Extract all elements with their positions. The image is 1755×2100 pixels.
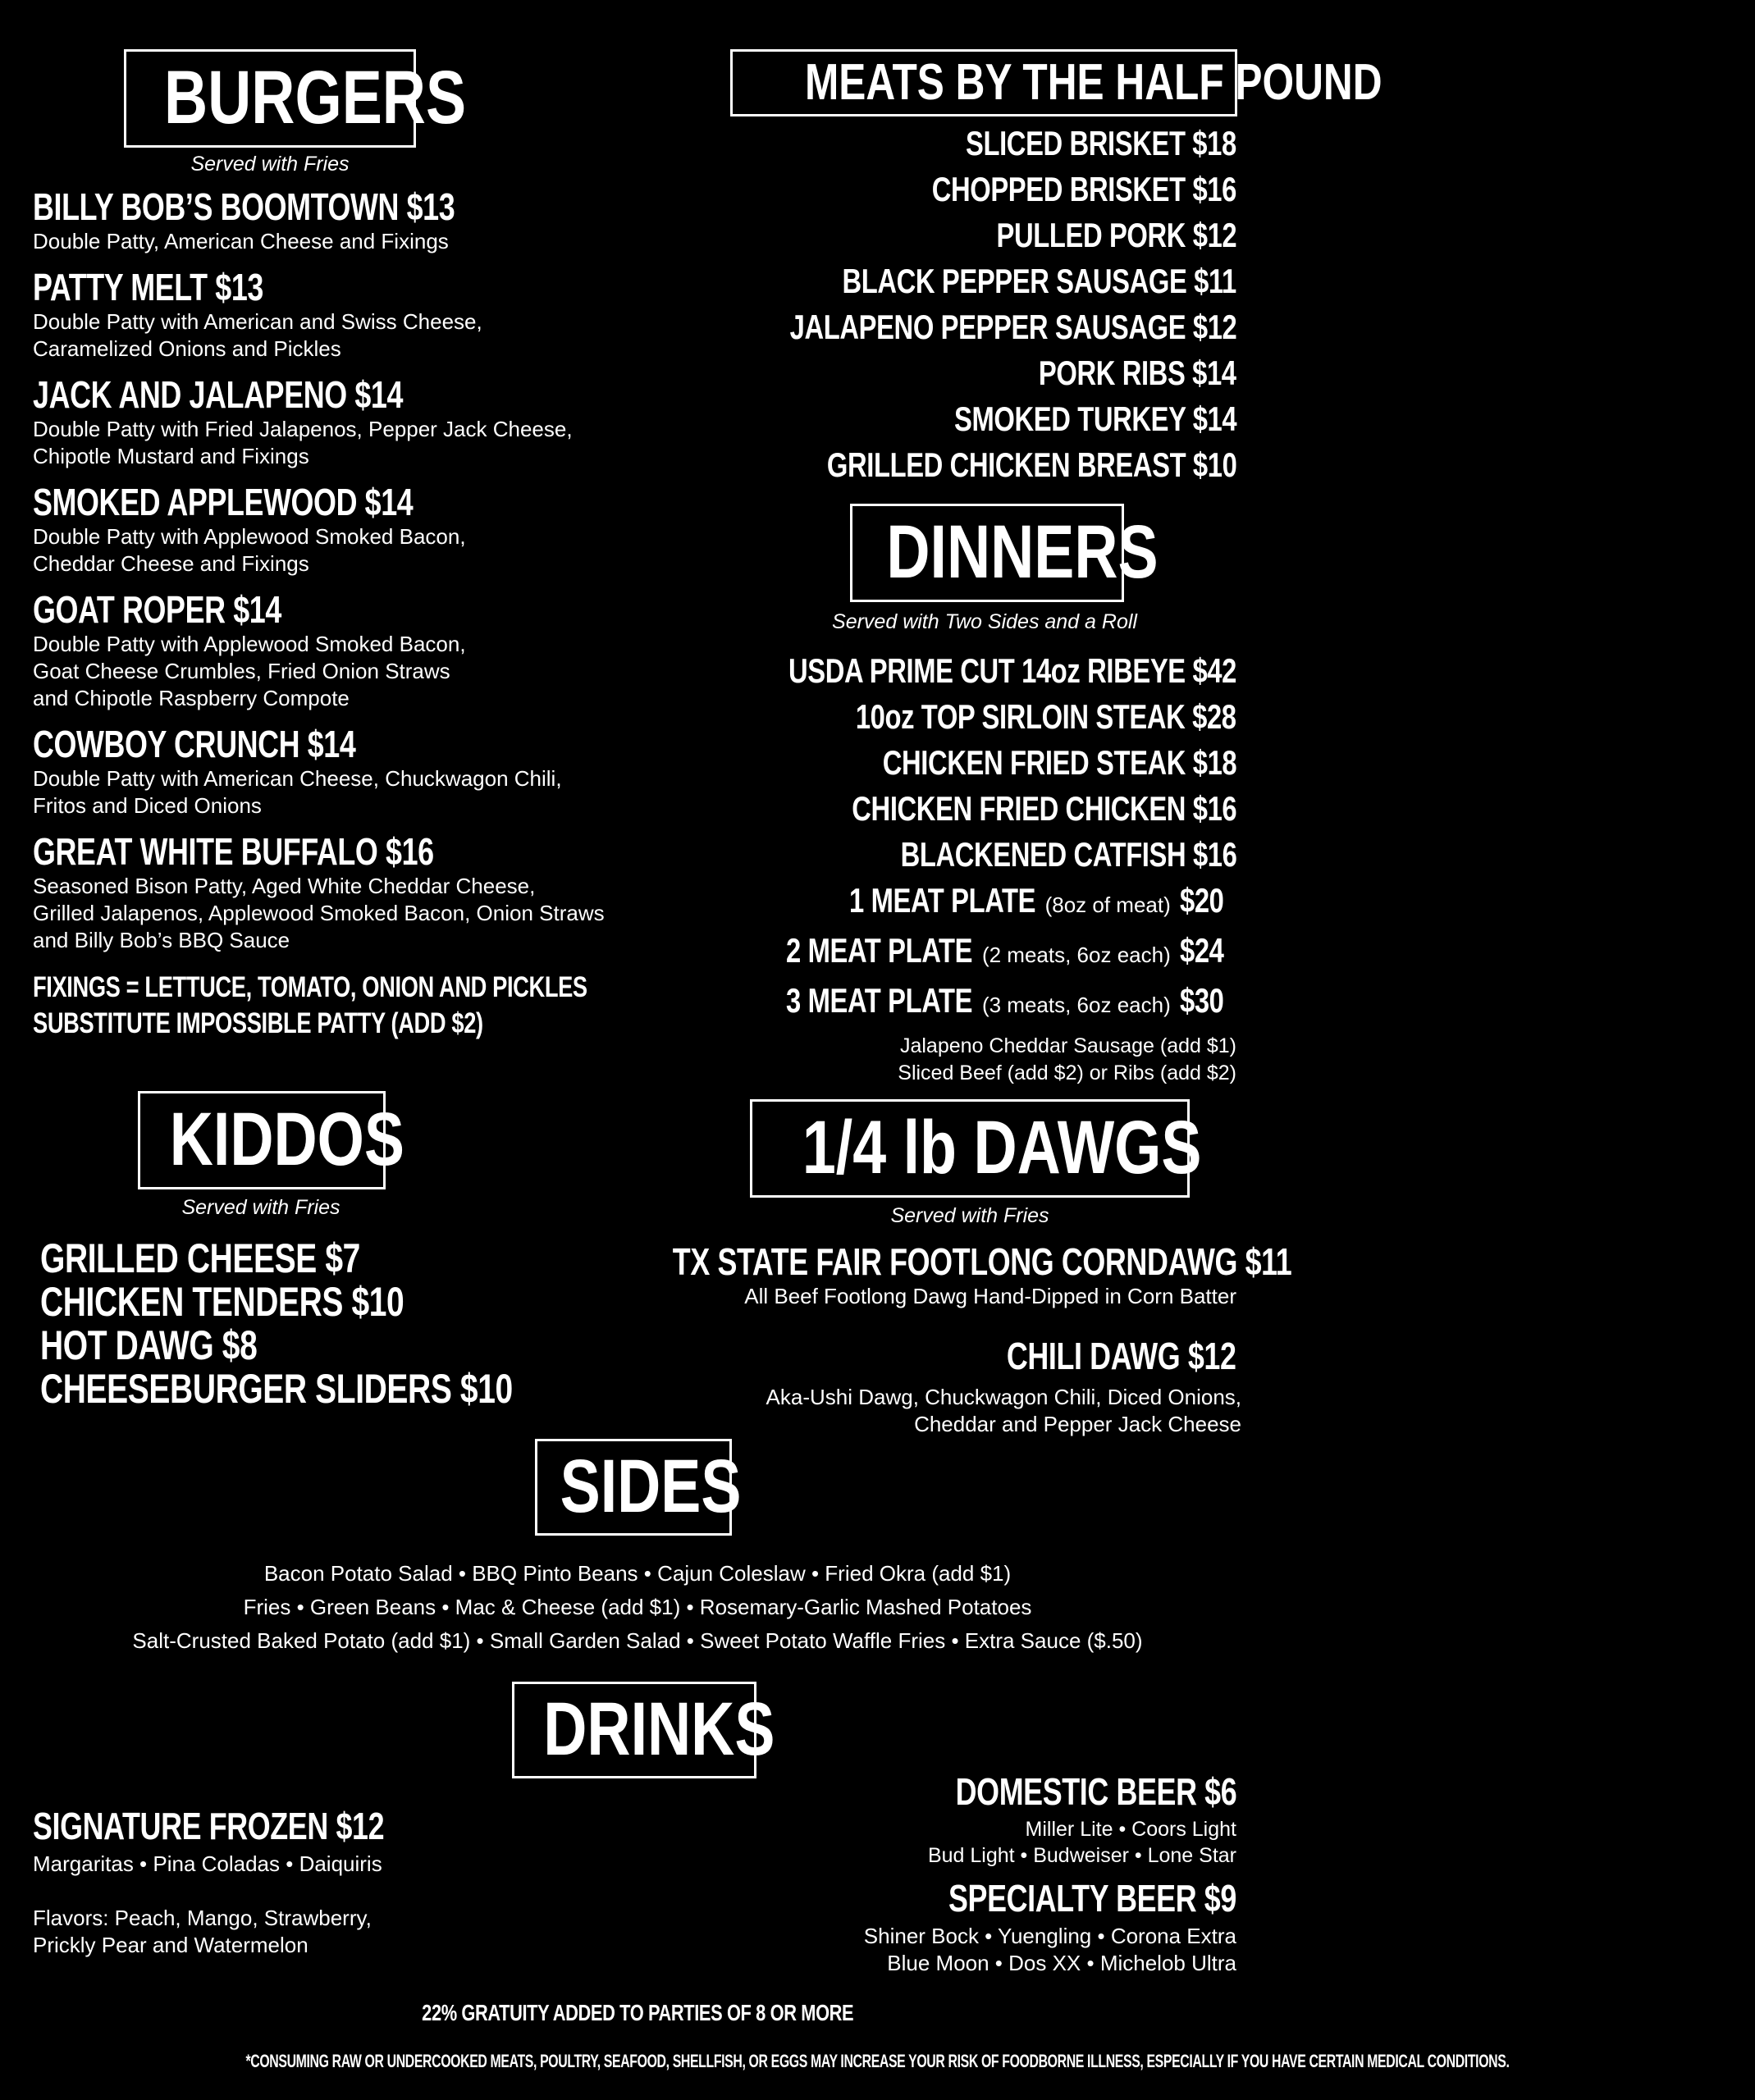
- item-name: SMOKED APPLEWOOD $14: [33, 481, 414, 523]
- item-desc: Fritos and Diced Onions: [33, 793, 262, 818]
- domestic-beer-line: Bud Light • Budweiser • Lone Star: [927, 1844, 1236, 1867]
- gratuity-note: 22% GRATUITY ADDED TO PARTIES OF 8 OR MORE: [421, 2000, 854, 2025]
- meat-item: SLICED BRISKET $18: [966, 124, 1236, 162]
- meats-heading: MEATS BY THE HALF POUND: [730, 49, 1237, 116]
- frozen-flavors: Prickly Pear and Watermelon: [33, 1933, 308, 1957]
- item-desc: Seasoned Bison Patty, Aged White Cheddar Cheese,: [33, 874, 536, 898]
- item-desc: Double Patty with Fried Jalapenos, Pepper Jack Cheese,: [33, 417, 573, 441]
- impossible-note: SUBSTITUTE IMPOSSIBLE PATTY (ADD $2): [33, 1007, 483, 1039]
- frozen-name: SIGNATURE FROZEN $12: [33, 1805, 385, 1847]
- item-desc: Chipotle Mustard and Fixings: [33, 444, 309, 468]
- kiddo-item: GRILLED CHEESE $7: [40, 1235, 360, 1281]
- plate-detail: (3 meats, 6oz each): [981, 993, 1171, 1017]
- meat-item: BLACK PEPPER SAUSAGE $11: [842, 262, 1236, 300]
- plate-name: 1 MEAT PLATE: [848, 881, 1035, 920]
- frozen-drinks: [33, 1805, 607, 1959]
- kiddo-item: CHEESEBURGER SLIDERS $10: [40, 1366, 513, 1412]
- item-desc: Cheddar and Pepper Jack Cheese: [914, 1412, 1241, 1436]
- dawgs-heading: 1/4 lb DAWGS: [750, 1099, 1190, 1198]
- kiddo-item: HOT DAWG $8: [40, 1322, 258, 1368]
- frozen-flavors: Flavors: Peach, Mango, Strawberry,: [33, 1906, 372, 1930]
- item-name: COWBOY CRUNCH $14: [33, 723, 356, 765]
- burgers-subtitle: Served with Fries: [190, 153, 350, 176]
- specialty-beer-line: Shiner Bock • Yuengling • Corona Extra: [863, 1924, 1236, 1948]
- plate-price: $24: [1180, 931, 1224, 970]
- item-desc: and Chipotle Raspberry Compote: [33, 686, 350, 710]
- food-safety-warning: *CONSUMING RAW OR UNDERCOOKED MEATS, POULTRY, SEAFOOD, SHELLFISH, OR EGGS MAY INCREASE YOUR RISK OF FOODBORNE ILLNESS, ESPECIALLY IF YOU HAVE CERTAIN MEDICAL CONDITIONS.: [245, 2051, 1510, 2071]
- meat-plate-row: [580, 878, 1236, 928]
- menu-item: [498, 1240, 1292, 1335]
- dinner-addon: Jalapeno Cheddar Sausage (add $1): [899, 1034, 1236, 1057]
- item-name: TX STATE FAIR FOOTLONG CORNDAWG $11: [672, 1240, 1292, 1283]
- item-desc: Cheddar Cheese and Fixings: [33, 551, 309, 576]
- menu-item: [33, 481, 689, 588]
- item-desc: Goat Cheese Crumbles, Fried Onion Straws: [33, 659, 450, 683]
- item-desc: Aka-Ushi Dawg, Chuckwagon Chili, Diced Onions,: [766, 1385, 1241, 1409]
- sides-line: Bacon Potato Salad • BBQ Pinto Beans • Cajun Coleslaw • Fried Okra (add $1): [263, 1561, 1012, 1586]
- plate-name: 3 MEAT PLATE: [786, 981, 973, 1020]
- item-desc: Double Patty with Applewood Smoked Bacon,: [33, 524, 466, 549]
- menu-item: [33, 373, 689, 481]
- plate-detail: (2 meats, 6oz each): [981, 943, 1171, 967]
- plate-detail: (8oz of meat): [1044, 892, 1171, 917]
- dawgs-list: [498, 1240, 1292, 1438]
- plate-name: 2 MEAT PLATE: [786, 931, 973, 970]
- frozen-types: Margaritas • Pina Coladas • Daiquiris: [33, 1851, 382, 1876]
- kiddos-heading: KIDDOS: [138, 1091, 386, 1189]
- dinner-item: BLACKENED CATFISH $16: [900, 835, 1236, 874]
- item-name: CHILI DAWG $12: [1007, 1335, 1236, 1377]
- sides-line: Salt-Crusted Baked Potato (add $1) • Small Garden Salad • Sweet Potato Waffle Fries • Extra Sauce ($.50): [132, 1628, 1143, 1653]
- meat-item: JALAPENO PEPPER SAUSAGE $12: [789, 308, 1236, 346]
- domestic-beer-line: Miller Lite • Coors Light: [1025, 1818, 1236, 1841]
- plate-price: $30: [1180, 981, 1224, 1020]
- dinner-item: CHICKEN FRIED STEAK $18: [882, 743, 1236, 782]
- meat-item: PORK RIBS $14: [1039, 354, 1236, 392]
- plate-price: $20: [1180, 881, 1224, 920]
- meat-item: GRILLED CHICKEN BREAST $10: [826, 445, 1236, 484]
- item-name: GOAT ROPER $14: [33, 588, 281, 631]
- item-name: JACK AND JALAPENO $14: [33, 373, 404, 416]
- menu-item: [33, 185, 689, 266]
- sides-line: Fries • Green Beans • Mac & Cheese (add $1) • Rosemary-Garlic Mashed Potatoes: [243, 1595, 1032, 1619]
- item-name: BILLY BOB’S BOOMTOWN $13: [33, 185, 455, 228]
- kiddos-subtitle: Served with Fries: [181, 1196, 340, 1219]
- dinners-heading: DINNERS: [850, 504, 1124, 602]
- dinner-item: CHICKEN FRIED CHICKEN $16: [852, 789, 1236, 828]
- sides-heading: SIDES: [535, 1439, 732, 1536]
- menu-item: [498, 1335, 1241, 1438]
- item-desc: Double Patty with American Cheese, Chuckwagon Chili,: [33, 766, 562, 791]
- dinner-item: USDA PRIME CUT 14oz RIBEYE $42: [788, 651, 1236, 690]
- fixings-note: FIXINGS = LETTUCE, TOMATO, ONION AND PICKLES: [33, 971, 587, 1003]
- meats-list: [662, 121, 1236, 488]
- kiddo-item: CHICKEN TENDERS $10: [40, 1279, 404, 1325]
- domestic-beer-name: DOMESTIC BEER $6: [955, 1770, 1236, 1813]
- meat-plate-row: [580, 928, 1236, 978]
- meat-item: SMOKED TURKEY $14: [953, 399, 1236, 438]
- drinks-heading: DRINKS: [512, 1682, 756, 1778]
- burgers-heading: BURGERS: [124, 49, 416, 148]
- meat-item: CHOPPED BRISKET $16: [931, 170, 1236, 208]
- item-name: GREAT WHITE BUFFALO $16: [33, 830, 434, 873]
- item-desc: Grilled Jalapenos, Applewood Smoked Bacon, Onion Straws: [33, 901, 605, 925]
- beer-list: [580, 1770, 1236, 1977]
- meat-plate-row: [580, 978, 1236, 1028]
- specialty-beer-name: SPECIALTY BEER $9: [948, 1877, 1236, 1920]
- item-name: PATTY MELT $13: [33, 266, 263, 308]
- item-desc: Caramelized Onions and Pickles: [33, 336, 341, 361]
- sides-list: [0, 1557, 1275, 1658]
- dinner-addon: Sliced Beef (add $2) or Ribs (add $2): [898, 1061, 1236, 1084]
- dinners-subtitle: Served with Two Sides and a Roll: [832, 610, 1137, 633]
- specialty-beer-line: Blue Moon • Dos XX • Michelob Ultra: [887, 1951, 1236, 1975]
- item-desc: and Billy Bob’s BBQ Sauce: [33, 928, 290, 952]
- dawgs-subtitle: Served with Fries: [890, 1204, 1049, 1227]
- item-desc: Double Patty with American and Swiss Cheese,: [33, 309, 482, 334]
- item-desc: Double Patty, American Cheese and Fixings: [33, 229, 449, 253]
- item-desc: All Beef Footlong Dawg Hand-Dipped in Corn Batter: [744, 1284, 1236, 1308]
- dinner-item: 10oz TOP SIRLOIN STEAK $28: [856, 697, 1236, 736]
- item-desc: Double Patty with Applewood Smoked Bacon,: [33, 632, 466, 656]
- meat-item: PULLED PORK $12: [996, 216, 1236, 254]
- menu-item: [33, 266, 689, 373]
- dinners-list: [580, 648, 1236, 1087]
